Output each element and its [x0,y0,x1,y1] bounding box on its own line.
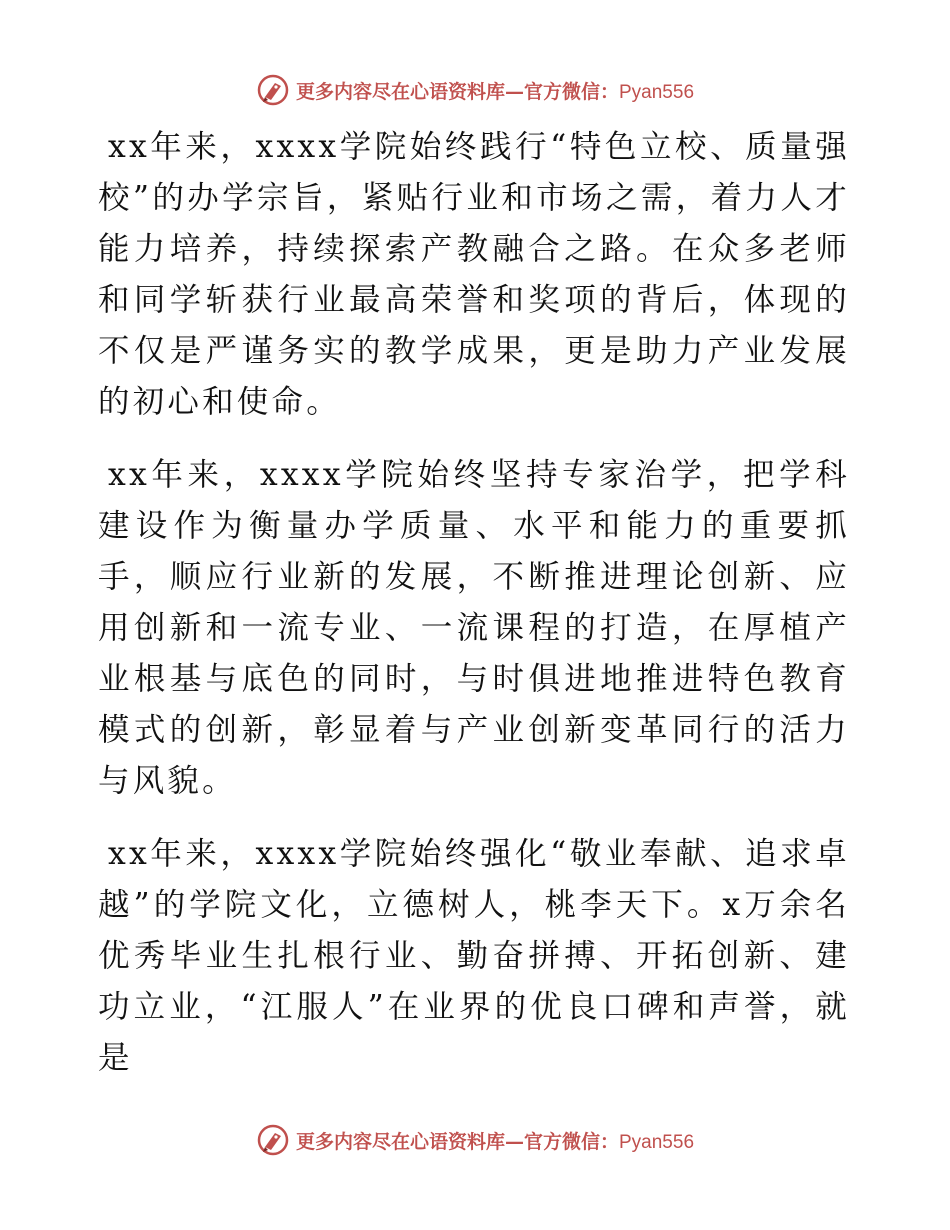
paragraph-2: xx年来，xxxx学院始终坚持专家治学，把学科建设作为衡量办学质量、水平和能力的重要抓手，顺应行业新的发展，不断推进理论创新、应用创新和一流专业、一流课程的打造，在厚植产业根基与底色的同时，与时俱进地推进特色教育模式的创新，彰显着与产业创新变革同行的活力与风貌。 [98,457,850,799]
banner-text: 更多内容尽在心语资料库—官方微信：Pyan556 [295,1130,695,1153]
pen-nib-logo-icon [256,73,290,107]
pen-nib-logo-icon [256,1123,290,1157]
wechat-id: Pyan556 [619,1131,695,1153]
paragraph-1: xx年来，xxxx学院始终践行“特色立校、质量强校”的办学宗旨，紧贴行业和市场之需，着力人才能力培养，持续探索产教融合之路。在众多老师和同学斩获行业最高荣誉和奖项的背后，体现的不仅是严谨务实的教学成果，更是助力产业发展的初心和使命。 [98,129,850,420]
paragraph-3: xx年来，xxxx学院始终强化“敬业奉献、追求卓越”的学院文化，立德树人，桃李天下。x万余名优秀毕业生扎根行业、勤奋拼搏、开拓创新、建功立业，“江服人”在业界的优良口碑和声誉，就是 [98,836,850,1076]
header-banner [0,70,950,110]
footer-banner [0,1120,950,1160]
banner-text: 更多内容尽在心语资料库—官方微信：Pyan556 [295,80,695,103]
wechat-id: Pyan556 [619,81,695,103]
document-body [98,122,850,1106]
